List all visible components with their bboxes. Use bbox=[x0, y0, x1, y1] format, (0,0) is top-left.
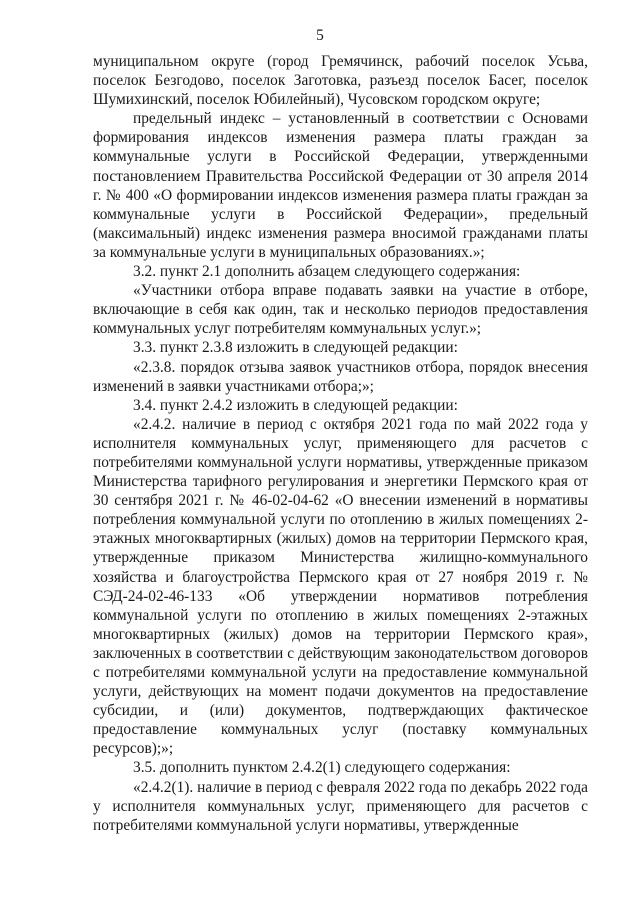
paragraph-5: 3.3. пункт 2.3.8 изложить в следующей редакции: bbox=[133, 339, 458, 357]
paragraph-8: «2.4.2. наличие в период с октября 2021 года по май 2022 года у исполнителя коммунальных услуг, применяющего для расчетов с потребителями коммунальной услуги нормативы, утвержденные приказом Министерства тарифного регулирования и энергетики Пермского края от 30 сентября 2021 г. № 46-02-04-62 «О внесении изменений в нормативы потребления коммунальной услуги по отоплению в жилых помещениях 2-этажных многоквартирных (жилых) домов на территории Пермского края, утвержденные приказом Министерства жилищно-коммунального хозяйства и благоустройства Пермского края от 27 ноября 2019 г. № СЭД-24-02-46-133 «Об утверждении нормативов потребления коммунальной услуги по отоплению в жилых помещениях 2-этажных многоквартирных (жилых) домов на территории Пермского края», заключенных в соответствии с действующим законодательством договоров с потребителями коммунальной услуги на предоставление коммунальной услуги, действующих на момент подачи документов на предоставление субсидии, и (или) документов, подтверждающих фактическое предоставление коммунальных услуг (поставку коммунальных ресурсов);»; bbox=[93, 415, 588, 758]
paragraph-4: «Участники отбора вправе подавать заявки на участие в отборе, включающие в себя как один, так и несколько периодов предоставления коммунальных услуг потребителям коммунальных услуг.»; bbox=[93, 282, 588, 338]
paragraph-1: муниципальном округе (город Гремячинск, рабочий поселок Усьва, поселок Безгодово, поселок Заготовка, разъезд поселок Басег, поселок Шумихинский, поселок Юбилейный), Чусовском городском округе; bbox=[93, 53, 588, 109]
paragraph-3: 3.2. пункт 2.1 дополнить абзацем следующего содержания: bbox=[133, 263, 521, 281]
page-number: 5 bbox=[316, 27, 324, 44]
paragraph-7: 3.4. пункт 2.4.2 изложить в следующей редакции: bbox=[133, 396, 458, 414]
paragraph-9: 3.5. дополнить пунктом 2.4.2(1) следующего содержания: bbox=[133, 759, 511, 777]
paragraph-10: «2.4.2(1). наличие в период с февраля 2022 года по декабрь 2022 года у исполнителя коммунальных услуг, применяющего для расчетов с потребителями коммунальной услуги нормативы, утвержденные bbox=[93, 778, 588, 834]
paragraph-2: предельный индекс – установленный в соответствии с Основами формирования индексов изменения размера платы граждан за коммунальные услуги в Российской Федерации, утвержденными постановлением Правительства Российской Федерации от 30 апреля 2014 г. № 400 «О формировании индексов изменения размера платы граждан за коммунальные услуги в Российской Федерации», предельный (максимальный) индекс изменения размера вносимой гражданами платы за коммунальные услуги в муниципальных образованиях.»; bbox=[93, 110, 588, 261]
paragraph-6: «2.3.8. порядок отзыва заявок участников отбора, порядок внесения изменений в заявки участниками отбора;»; bbox=[93, 358, 588, 395]
document-body bbox=[93, 52, 588, 835]
